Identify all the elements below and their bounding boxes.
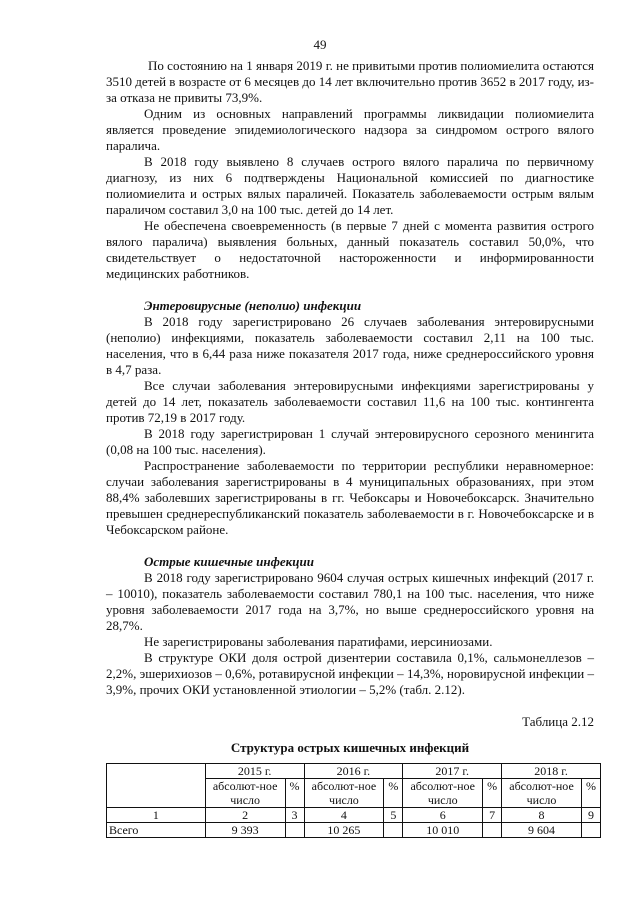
table-column-number: 4 — [304, 808, 384, 823]
paragraph: В 2018 году зарегистрировано 26 случаев заболевания энтеровирусными (неполио) инфекциями, показатель заболеваемости составил 2,11 на 100 тыс. населения, что в 6,44 раза ниже показателя 2017 года, ниже среднероссийского уровня в 4,7 раза. — [106, 314, 594, 377]
table-column-number: 2 — [205, 808, 285, 823]
table-header-row-years — [107, 764, 601, 779]
paragraph: Распространение заболеваемости по территории республики неравномерное: случаи заболевания зарегистрированы в 4 муниципальных образованиях, при этом 88,4% заболевших зарегистрированы в гг. Чебоксары и Новочебоксарск. Значительно превышен среднереспубликанский показатель заболеваемости в г. Новочебоксарске и в Чебоксарском районе. — [106, 458, 594, 537]
table-cell: 10 265 — [304, 823, 384, 838]
table-header-abs: абсолют-ное число — [304, 779, 384, 808]
table-cell — [384, 823, 403, 838]
paragraph: В 2018 году выявлено 8 случаев острого вялого паралича по первичному диагнозу, из них 6 подтверждены Национальной комиссией по диагностике полиомиелита и острых вялых параличей. Показатель заболеваемости острым вялым параличом составил 3,0 на 100 тыс. детей до 14 лет. — [106, 154, 594, 217]
table-column-number: 8 — [502, 808, 582, 823]
table-header-pct: % — [483, 779, 502, 808]
table-header-abs: абсолют-ное число — [403, 779, 483, 808]
table-cell: 9 393 — [205, 823, 285, 838]
paragraph: В 2018 году зарегистрирован 1 случай энтеровирусного серозного менингита (0,08 на 100 тыс. населения). — [106, 426, 594, 457]
table-header-year: 2017 г. — [403, 764, 502, 779]
table-column-numbers-row — [107, 808, 601, 823]
table-header-pct: % — [581, 779, 600, 808]
table-header-year: 2016 г. — [304, 764, 403, 779]
table-column-number: 9 — [581, 808, 600, 823]
table-caption: Таблица 2.12 — [522, 714, 594, 729]
table-cell: 10 010 — [403, 823, 483, 838]
table-column-number: 1 — [107, 808, 206, 823]
table-cell — [581, 823, 600, 838]
table-row-label: Всего — [107, 823, 206, 838]
paragraph: По состоянию на 1 января 2019 г. не привитыми против полиомиелита остаются 3510 детей в возрасте от 6 месяцев до 14 лет включительно против 3652 в 2017 году, из-за отказа не привиты 73,9%. — [106, 58, 594, 105]
table-column-number: 7 — [483, 808, 502, 823]
section-heading-enterovirus: Энтеровирусные (неполио) инфекции — [144, 298, 362, 313]
table-header-abs: абсолют-ное число — [502, 779, 582, 808]
table-header-empty — [107, 764, 206, 808]
table-column-number: 5 — [384, 808, 403, 823]
table-row — [107, 823, 601, 838]
paragraph: Не зарегистрированы заболевания паратифами, иерсиниозами. — [144, 634, 493, 649]
table-cell — [285, 823, 304, 838]
paragraph: Одним из основных направлений программы ликвидации полиомиелита является проведение эпидемиологического надзора за синдромом острого вялого паралича. — [106, 106, 594, 153]
oki-structure-table — [106, 763, 601, 838]
page-number: 49 — [313, 37, 327, 52]
table-header-pct: % — [285, 779, 304, 808]
table-cell: 9 604 — [502, 823, 582, 838]
paragraph: В 2018 году зарегистрировано 9604 случая острых кишечных инфекций (2017 г. – 10010), показатель заболеваемости составил 780,1 на 100 тыс. населения, что ниже уровня заболеваемости 2017 года на 3,7%, но выше среднероссийского уровня на 28,7%. — [106, 570, 594, 633]
table-header-year: 2015 г. — [205, 764, 304, 779]
paragraph: В структуре ОКИ доля острой дизентерии составила 0,1%, сальмонеллезов – 2,2%, эшерихиозов – 0,6%, ротавирусной инфекции – 14,3%, норовирусной инфекции – 3,9%, прочих ОКИ установленной этиологии – 5,2% (табл. 2.12). — [106, 650, 594, 697]
table-column-number: 6 — [403, 808, 483, 823]
table-title: Структура острых кишечных инфекций — [230, 740, 470, 755]
document-body — [106, 58, 594, 756]
paragraph: Не обеспечена своевременность (в первые 7 дней с момента развития острого вялого паралича) выявления больных, данный показатель составил 50,0%, что свидетельствует о недостаточной настороженности и информированности медицинских работников. — [106, 218, 594, 281]
section-heading-oki: Острые кишечные инфекции — [144, 554, 314, 569]
table-column-number: 3 — [285, 808, 304, 823]
table-cell — [483, 823, 502, 838]
table-header-year: 2018 г. — [502, 764, 601, 779]
paragraph: Все случаи заболевания энтеровирусными инфекциями зарегистрированы у детей до 14 лет, показатель заболеваемости составил 11,6 на 100 тыс. контингента против 72,19 в 2017 году. — [106, 378, 594, 425]
table-header-abs: абсолют-ное число — [205, 779, 285, 808]
table-header-pct: % — [384, 779, 403, 808]
